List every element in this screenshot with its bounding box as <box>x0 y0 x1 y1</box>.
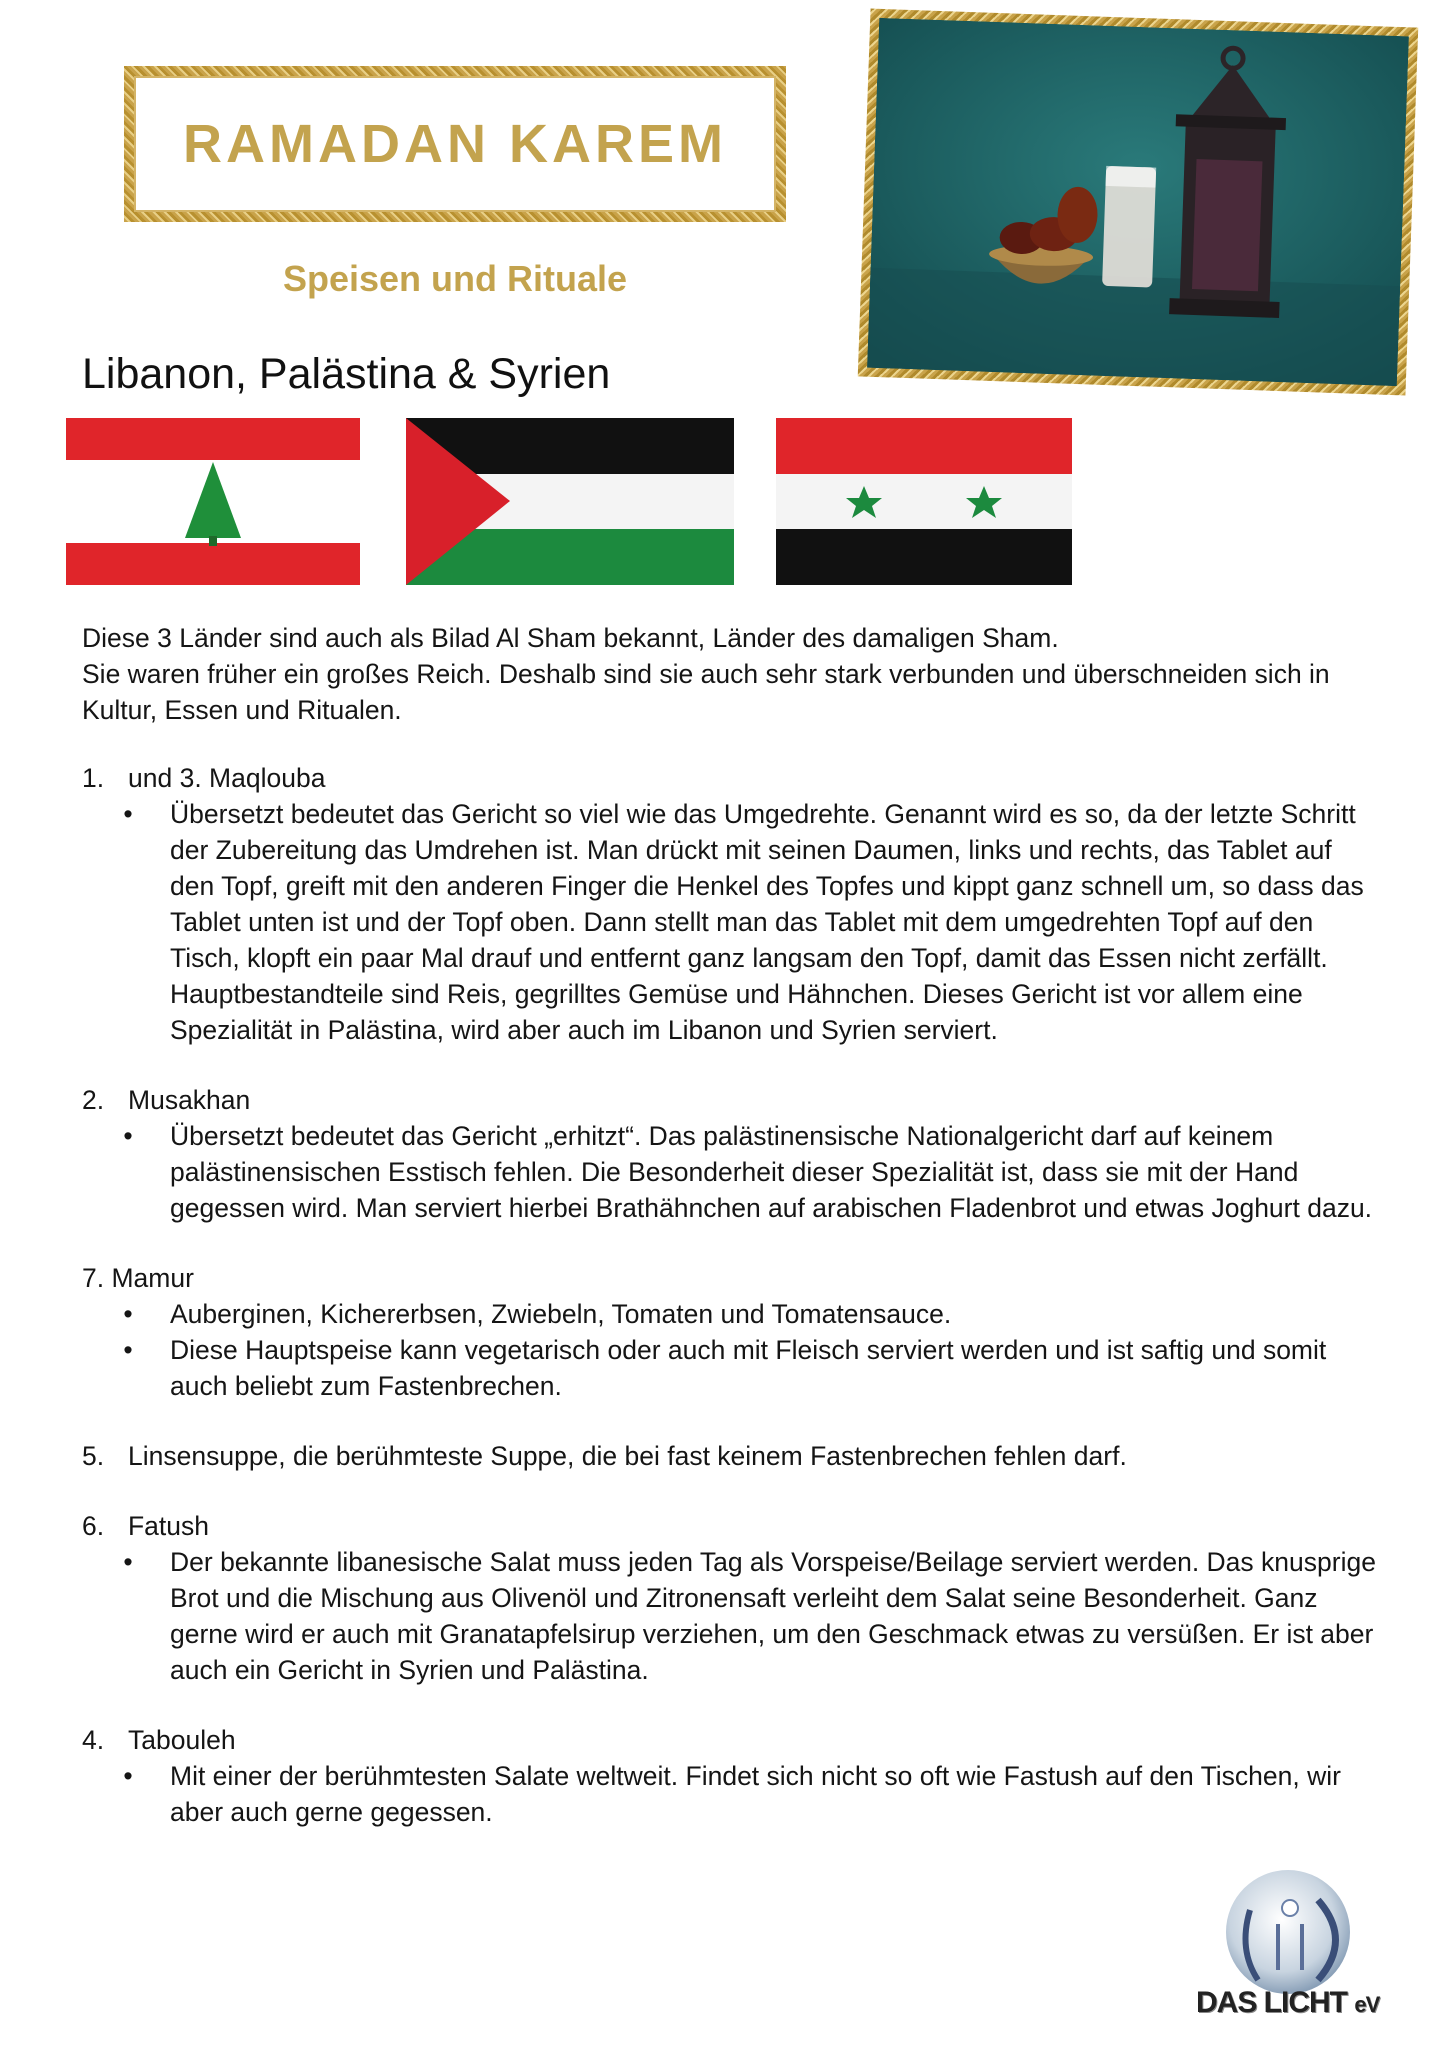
section-heading: Libanon, Palästina & Syrien <box>82 350 611 398</box>
intro <box>82 620 1382 728</box>
item-number: 7. <box>82 1263 105 1293</box>
list-item <box>82 1438 1382 1474</box>
bullet-text: Mit einer der berühmtesten Salate weltweit. Findet sich nicht so oft wie Fastush auf den Tischen, wir aber auch gerne gegessen. <box>170 1761 1341 1827</box>
item-title: Mamur <box>111 1263 194 1293</box>
list-item <box>82 1260 1382 1404</box>
item-number: 5. <box>82 1441 105 1471</box>
flag-syria <box>776 418 1072 585</box>
list-item <box>82 760 1382 1048</box>
item-title: Fatush <box>128 1511 210 1541</box>
list-item <box>82 1082 1382 1226</box>
bullet-text: Diese Hauptspeise kann vegetarisch oder auch mit Fleisch serviert werden und ist saftig und somit auch beliebt zum Fastenbrechen. <box>170 1335 1327 1401</box>
bullet-text: Übersetzt bedeutet das Gericht so viel wie das Umgedrehte. Genannt wird es so, da der letzte Schritt der Zubereitung das Umdrehen ist. Man drückt mit seinen Daumen, links und rechts, das Tablet auf den Topf, greift mit den anderen Finger die Henkel des Topfes und kippt ganz schnell um, so dass das Tablet unten ist und der Topf oben. Dann stellt man das Tablet mit dem umgedrehten Topf auf den Tisch, klopft ein paar Mal drauf und entfernt ganz langsam den Topf, damit das Essen nicht zerfällt. Hauptbestandteile sind Reis, gegrilltes Gemüse und Hähnchen. Dieses Gericht ist vor allem eine Spezialität in Palästina, wird aber auch im Libanon und Syrien serviert. <box>170 799 1364 1045</box>
item-title: Musakhan <box>128 1085 251 1115</box>
bullet-icon: • <box>123 1121 133 1151</box>
list-item <box>82 1722 1382 1830</box>
bullet-icon: • <box>123 1761 133 1791</box>
bullet-icon: • <box>123 1299 133 1329</box>
page-title: RAMADAN KAREM <box>183 114 727 174</box>
item-title: Linsensuppe, die berühmteste Suppe, die bei fast keinem Fastenbrechen fehlen darf. <box>128 1441 1127 1471</box>
bullet-icon: • <box>123 1547 133 1577</box>
bullet-icon: • <box>123 799 133 829</box>
bullet-text: Der bekannte libanesische Salat muss jeden Tag als Vorspeise/Beilage serviert werden. Das knusprige Brot und die Mischung aus Olivenöl und Zitronensaft verleiht dem Salat seine Besonderheit. Ganz gerne wird er auch mit Granatapfelsirup verziehen, um den Geschmack etwas zu versüßen. Er ist aber auch ein Gericht in Syrien und Palästina. <box>170 1547 1376 1685</box>
title-frame-inner <box>134 76 776 212</box>
page-subtitle: Speisen und Rituale <box>282 258 628 299</box>
logo-name: DAS LICHT <box>1196 1986 1347 2019</box>
logo-suffix: eV <box>1354 1992 1380 2017</box>
item-number: 2. <box>82 1085 105 1115</box>
title-frame <box>124 66 786 222</box>
item-title: und 3. Maqlouba <box>128 763 326 793</box>
item-number: 1. <box>82 763 105 793</box>
intro-line: Diese 3 Länder sind auch als Bilad Al Sham bekannt, Länder des damaligen Sham. <box>82 623 1059 653</box>
bullet-text: Übersetzt bedeutet das Gericht „erhitzt“. Das palästinensische Nationalgericht darf auf keinem palästinensischen Esstisch fehlen. Die Besonderheit dieser Spezialität ist, dass sie mit der Hand gegessen wird. Man serviert hierbei Brathähnchen auf arabischen Fladenbrot und etwas Joghurt dazu. <box>170 1121 1373 1223</box>
list-item <box>82 1508 1382 1688</box>
bullet-text: Auberginen, Kichererbsen, Zwiebeln, Tomaten und Tomatensauce. <box>170 1299 952 1329</box>
main-content <box>82 620 1382 1864</box>
logo-text <box>1196 1986 1379 2020</box>
bullet-icon: • <box>123 1335 133 1365</box>
item-number: 4. <box>82 1725 105 1755</box>
item-title: Tabouleh <box>128 1725 236 1755</box>
ramadan-lantern-photo <box>858 9 1419 396</box>
flag-lebanon <box>66 418 360 585</box>
item-number: 6. <box>82 1511 105 1541</box>
intro-line: Sie waren früher ein großes Reich. Deshalb sind sie auch sehr stark verbunden und überschneiden sich in Kultur, Essen und Ritualen. <box>82 659 1330 725</box>
lantern-image <box>867 18 1409 386</box>
flag-palestine <box>406 418 734 585</box>
